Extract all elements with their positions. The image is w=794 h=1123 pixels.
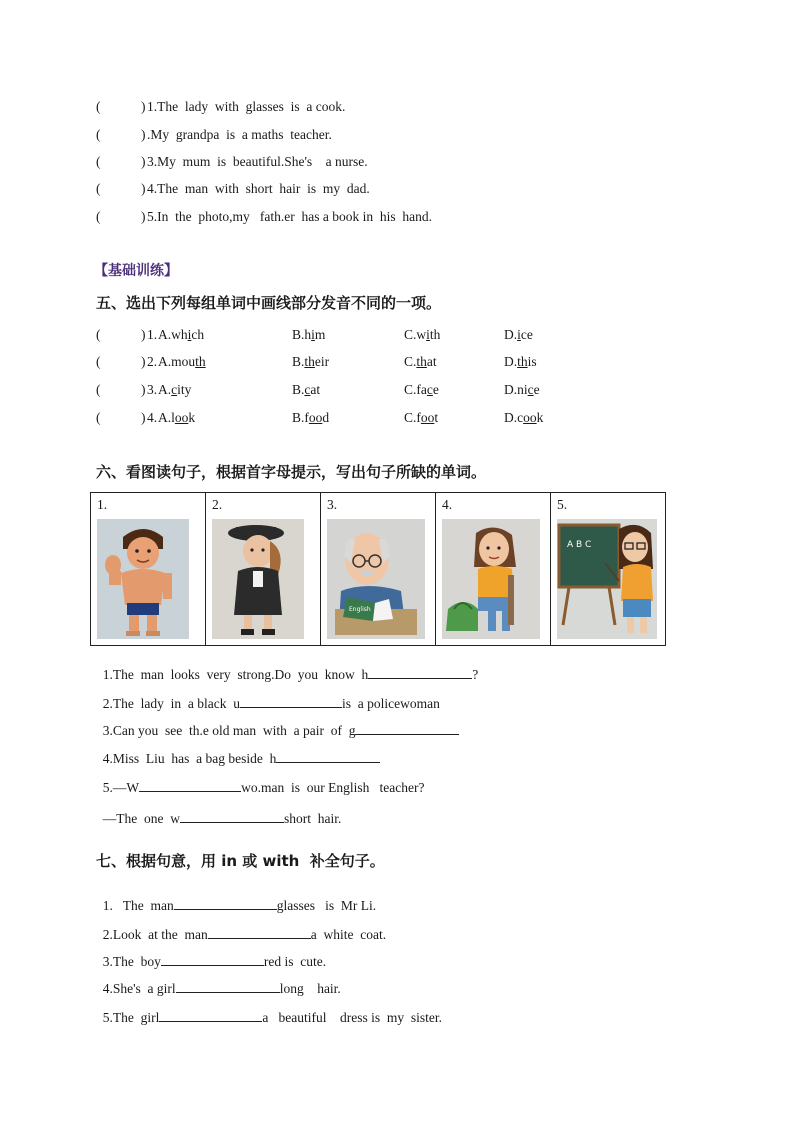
answer-blank[interactable] (180, 810, 284, 823)
option-b[interactable] (292, 355, 329, 369)
picture-table (90, 492, 666, 646)
option-text: th (429, 327, 441, 342)
s7-question-2 (96, 912, 386, 941)
question-text: 1. The man (102, 897, 174, 913)
section7-title: 七、根据句意，用 in 或 with 补全句子。 (96, 852, 385, 870)
option-c[interactable] (404, 383, 439, 397)
close-paren: ) (141, 410, 146, 425)
open-paren: ( (96, 181, 101, 196)
option-text: C.w (404, 327, 427, 342)
answer-blank[interactable] (355, 722, 459, 735)
open-paren: ( (96, 127, 101, 142)
answer-blank[interactable] (174, 897, 277, 910)
picture-cell-1 (91, 493, 206, 646)
s6-question-4 (96, 736, 380, 765)
option-text: k (188, 410, 196, 425)
underlined-letters: i (187, 327, 192, 342)
chalkboard-text: A B C (567, 540, 592, 550)
option-a[interactable] (158, 328, 204, 342)
option-text: ce (520, 327, 533, 342)
option-text: B.h (292, 327, 312, 342)
answer-blank[interactable] (139, 779, 241, 792)
close-paren: ) (141, 181, 146, 196)
s7-question-1 (96, 883, 376, 912)
open-paren: ( (96, 382, 101, 397)
option-text: D. (504, 327, 518, 342)
strong-man-illustration (97, 519, 189, 639)
option-c[interactable] (404, 411, 438, 425)
option-d[interactable] (504, 355, 537, 369)
close-paren: ) (141, 382, 146, 397)
miss-liu-with-bag-illustration (442, 519, 540, 639)
option-a[interactable] (158, 411, 195, 425)
question-text: 1.The man looks very strong.Do you know h (102, 666, 369, 682)
english-teacher-illustration (557, 519, 657, 639)
item-text: 5.In the photo,my fath.er has a book in his hand. (147, 209, 432, 224)
option-text: C. (404, 354, 417, 369)
picture-cell-4 (436, 493, 551, 646)
row-number: 4. (147, 410, 158, 425)
option-text: D.c (504, 410, 524, 425)
option-text: A. (158, 382, 172, 397)
option-text: D.ni (504, 382, 528, 397)
s6-question-3 (96, 708, 459, 737)
option-text: at (310, 382, 321, 397)
option-text: e (533, 382, 540, 397)
underlined-letters: oo (523, 410, 537, 425)
option-d[interactable] (504, 383, 540, 397)
s6-question-5-reply (96, 796, 341, 825)
picture-number: 1. (97, 497, 108, 512)
row-number: 3. (147, 382, 158, 397)
answer-blank[interactable] (208, 926, 311, 939)
s6-question-1 (96, 652, 478, 681)
underlined-letters: c (426, 382, 433, 397)
option-text: C.f (404, 410, 421, 425)
option-text: k (536, 410, 544, 425)
s7-question-4 (96, 966, 341, 995)
option-text: ch (191, 327, 205, 342)
close-paren: ) (141, 354, 146, 369)
option-d[interactable] (504, 411, 543, 425)
option-text: e (432, 382, 439, 397)
question-text: 2.The lady in a black u (102, 695, 240, 711)
picture-number: 3. (327, 497, 338, 512)
option-text: D. (504, 354, 518, 369)
underlined-letters: oo (308, 410, 323, 425)
question-text: 4.Miss Liu has a bag beside h (102, 750, 277, 766)
option-text: B. (292, 382, 305, 397)
s6-question-2 (96, 681, 440, 710)
option-text: A.l (158, 410, 175, 425)
basic-training-tag: 【基础训练】 (94, 263, 178, 279)
question-text: 3.Can you see th.e old man with a pair of g (102, 722, 356, 738)
answer-blank[interactable] (176, 980, 280, 993)
option-text: A.mou (158, 354, 196, 369)
question-text-end: a beautiful dress is my sister. (262, 1009, 442, 1025)
underlined-letters: c (171, 382, 178, 397)
question-text-end: long hair. (279, 980, 341, 996)
question-text-end: wo.man is our English teacher? (241, 779, 425, 795)
close-paren: ) (141, 154, 146, 169)
option-text: is (527, 354, 537, 369)
underlined-letters: oo (420, 410, 435, 425)
question-text: 4.She's a girl (102, 980, 176, 996)
answer-blank[interactable] (159, 1009, 262, 1022)
question-text-end: glasses is Mr Li. (276, 897, 377, 913)
option-text: at (426, 354, 437, 369)
s6-question-5 (96, 765, 424, 794)
option-text: B. (292, 354, 305, 369)
question-text: —The one w (102, 810, 180, 826)
option-c[interactable] (404, 355, 437, 369)
question-text: 3.The boy (102, 953, 161, 969)
option-text: eir (314, 354, 330, 369)
underlined-letters: i (426, 327, 430, 342)
close-paren: ) (141, 209, 146, 224)
option-b[interactable] (292, 383, 320, 397)
question-text-end: is a policewoman (341, 695, 440, 711)
picture-cell-2 (206, 493, 321, 646)
underlined-letters: i (517, 327, 521, 342)
underlined-letters: i (311, 327, 315, 342)
answer-blank[interactable] (276, 750, 380, 763)
underlined-letters: th (304, 354, 315, 369)
row-number: 1. (147, 327, 158, 342)
option-a[interactable] (158, 383, 191, 397)
old-man-reading-illustration (327, 519, 425, 639)
row-number: 2. (147, 354, 158, 369)
open-paren: ( (96, 354, 101, 369)
question-text-end: ? (472, 666, 479, 682)
option-text: m (314, 327, 326, 342)
question-text: 2.Look at the man (102, 926, 208, 942)
option-text: d (322, 410, 330, 425)
question-text-end: red is cute. (263, 953, 327, 969)
option-a[interactable] (158, 355, 206, 369)
item-text: 1.The lady with glasses is a cook. (147, 99, 346, 114)
close-paren: ) (141, 99, 146, 114)
section6-title: 六、看图读句子，根据首字母提示，写出句子所缺的单词。 (96, 463, 487, 481)
option-text: A.wh (158, 327, 188, 342)
picture-cell-5 (551, 493, 666, 646)
answer-blank[interactable] (368, 666, 472, 679)
option-text: t (434, 410, 439, 425)
picture-number: 4. (442, 497, 453, 512)
close-paren: ) (141, 327, 146, 342)
underlined-letters: c (527, 382, 534, 397)
picture-number: 2. (212, 497, 223, 512)
picture-cell-3 (321, 493, 436, 646)
policewoman-illustration (212, 519, 304, 639)
underlined-letters: c (304, 382, 311, 397)
question-text-end: a white coat. (310, 926, 387, 942)
underlined-letters: th (517, 354, 528, 369)
item-text: 4.The man with short hair is my dad. (147, 181, 370, 196)
open-paren: ( (96, 327, 101, 342)
section5-title: 五、选出下列每组单词中画线部分发音不同的一项。 (96, 294, 442, 312)
answer-blank[interactable] (161, 953, 264, 966)
option-c[interactable] (404, 328, 440, 342)
s7-question-3 (96, 939, 326, 968)
option-text: ity (177, 382, 192, 397)
picture-number: 5. (557, 497, 568, 512)
underlined-letters: th (416, 354, 427, 369)
question-text: 5.The girl (102, 1009, 160, 1025)
open-paren: ( (96, 99, 101, 114)
item-text: .My grandpa is a maths teacher. (147, 127, 332, 142)
item-text: 3.My mum is beautiful.She's a nurse. (147, 154, 368, 169)
option-d[interactable] (504, 328, 533, 342)
option-text: B.f (292, 410, 309, 425)
open-paren: ( (96, 209, 101, 224)
open-paren: ( (96, 154, 101, 169)
underlined-letters: th (195, 354, 206, 369)
s7-question-5 (96, 995, 442, 1024)
open-paren: ( (96, 410, 101, 425)
option-text: C.fa (404, 382, 427, 397)
option-b[interactable] (292, 328, 325, 342)
question-text-end: short hair. (283, 810, 342, 826)
underlined-letters: oo (174, 410, 189, 425)
close-paren: ) (141, 127, 146, 142)
answer-blank[interactable] (240, 695, 342, 708)
option-b[interactable] (292, 411, 329, 425)
question-text: 5.—W (102, 779, 140, 795)
book-label: English (349, 606, 371, 613)
